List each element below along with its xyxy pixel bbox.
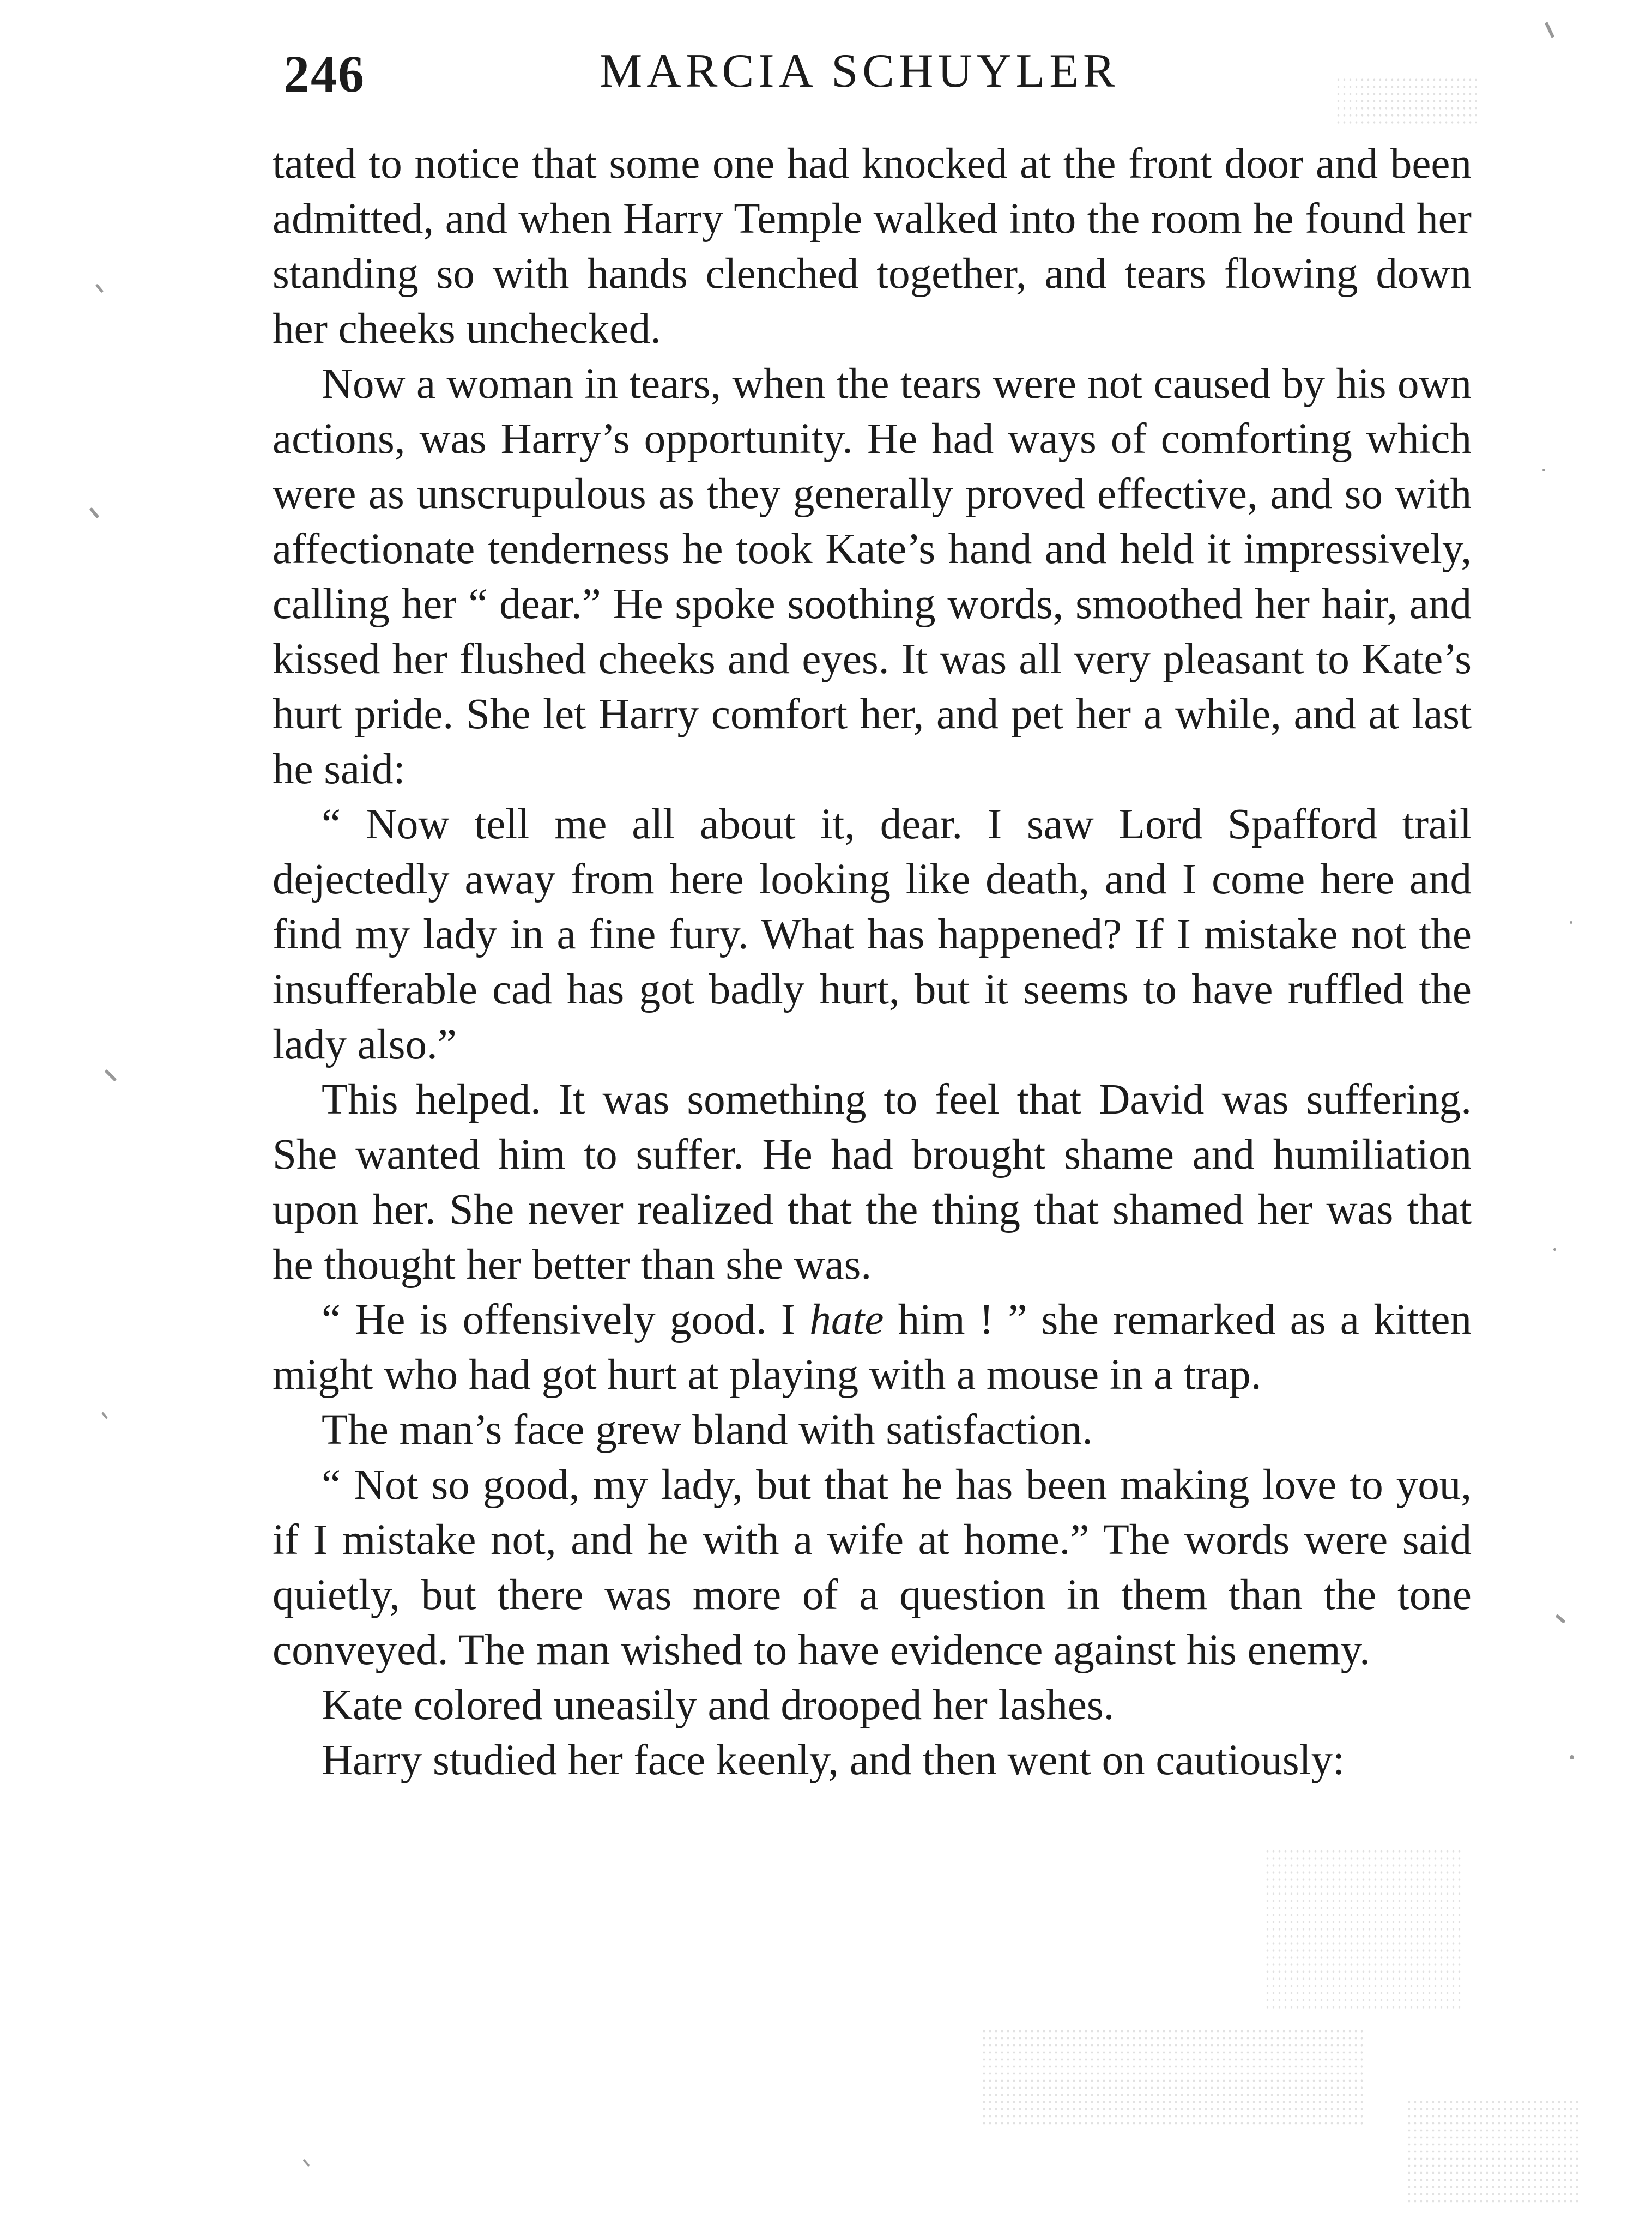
running-head xyxy=(283,44,1482,120)
paragraph-harry-question: “ Now tell me all about it, dear. I saw Lord Spafford trail dejectedly away from here looking like death, and I come here and find my lady in a fine fury. What has happened? If I mistake not the insufferable cad has got badly hurt, but it seems to have ruffled the lady also.” xyxy=(273,801,1472,1068)
scan-speck xyxy=(89,507,100,519)
emphasis-hate: hate xyxy=(809,1296,884,1344)
scan-speck xyxy=(1570,1755,1574,1759)
paragraph-this-helped: This helped. It was something to feel that David was suffering. She wanted him to suffer. He had brought shame and humiliation upon her. She never realized that the thing that shamed her was that he thought her better than she was. xyxy=(273,1076,1472,1289)
paragraph-bland-face: The man’s face grew bland with satisfaction. xyxy=(322,1406,1093,1454)
scan-speck xyxy=(1555,1614,1565,1623)
scan-speck xyxy=(302,2159,310,2167)
scan-speck xyxy=(105,1069,117,1082)
paragraph-kate-colored: Kate colored uneasily and drooped her lashes. xyxy=(322,1681,1115,1729)
paragraph-continued: tated to notice that some one had knocked at the front door and been admitted, and when Harry Temple walked into the room he found her standing so with hands clenched together, and tears flowing down her cheeks unchecked. xyxy=(273,140,1472,353)
scan-speck xyxy=(1542,469,1545,471)
scan-speck xyxy=(101,1412,108,1419)
scan-dust xyxy=(1335,76,1477,125)
paragraph-harry-studied: Harry studied her face keenly, and then went on cautiously: xyxy=(322,1737,1345,1784)
scan-dust xyxy=(1406,2098,1581,2207)
paragraph-offensively-good-pre: “ He is offensively good. I xyxy=(322,1296,810,1344)
paragraph-offensively-good-post: him ! ” she remarked as a kitten might who had got hurt at playing with a mouse in a trap. xyxy=(273,1296,1472,1399)
scan-dust xyxy=(1264,1848,1461,2011)
paragraph-harry-opportunity: Now a woman in tears, when the tears were not caused by his own actions, was Harry’s opportunity. He had ways of comforting which were as unscrupulous as they generally proved effective, and so with affectionate tenderness he took Kate’s hand and held it impressively, calling her “ dear.” He spoke soothing words, smoothed her hair, and kissed her flushed cheeks and eyes. It was all very pleasant to Kate’s hurt pride. She let Harry comfort her, and pet her a while, and at last he said: xyxy=(273,360,1472,793)
scan-dust xyxy=(981,2028,1363,2126)
running-title: MARCIA SCHUYLER xyxy=(600,45,1120,98)
scan-speck xyxy=(1570,921,1572,924)
body-text xyxy=(273,136,1472,1788)
scan-speck xyxy=(95,283,104,293)
scan-speck xyxy=(1553,1248,1556,1251)
page-number: 246 xyxy=(283,45,365,103)
paragraph-offensively-good xyxy=(273,1292,1472,1402)
scan-speck xyxy=(1545,22,1554,38)
paragraph-not-so-good: “ Not so good, my lady, but that he has been making love to you, if I mistake not, and he with a wife at home.” The words were said quietly, but there was more of a question in them than the tone conveyed. The man wished to have evidence against his enemy. xyxy=(273,1461,1472,1674)
